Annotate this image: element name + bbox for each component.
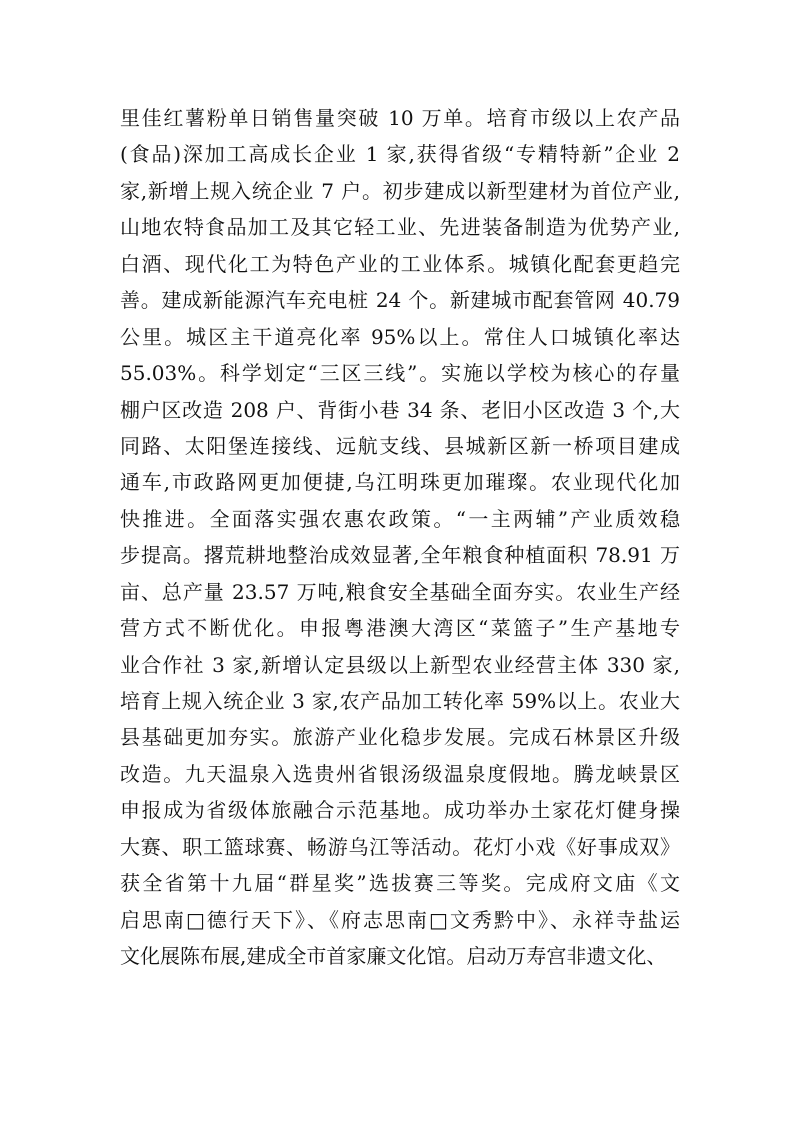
text-line: 大赛、职工篮球赛、畅游乌江等活动。花灯小戏《好事成双》 [120,834,680,859]
text-line: 县基础更加夯实。旅游产业化稳步发展。完成石林景区升级 [120,725,680,750]
text-line: 申报成为省级体旅融合示范基地。成功举办土家花灯健身操 [120,798,680,823]
text-line: 善。建成新能源汽车充电桩 24 个。新建城市配套管网 40.79 [120,288,680,313]
text-line: 公里。城区主干道亮化率 95%以上。常住人口城镇化率达 [120,324,680,349]
text-line: 培育上规入统企业 3 家,农产品加工转化率 59%以上。农业大 [120,689,680,713]
text-line: 快推进。全面落实强农惠农政策。“一主两辅”产业质效稳 [120,506,680,531]
text-line: 启思南□德行天下》、《府志思南□文秀黔中》、永祥寺盐运 [120,907,680,932]
text-line: 步提高。撂荒耕地整治成效显著,全年粮食种植面积 78.91 万 [120,543,680,568]
text-line: 棚户区改造 208 户、背街小巷 34 条、老旧小区改造 3 个,大 [120,397,680,422]
text-line: 文化展陈布展,建成全市首家廉文化馆。启动万寿宫非遗文化、 [120,944,667,969]
text-line: 同路、太阳堡连接线、远航支线、县城新区新一桥项目建成 [120,433,680,458]
body-text [120,100,680,975]
text-line: 里佳红薯粉单日销售量突破 10 万单。培育市级以上农产品 [120,106,680,130]
text-line: 营方式不断优化。申报粤港澳大湾区“菜篮子”生产基地专 [120,616,680,641]
text-line: 业合作社 3 家,新增认定县级以上新型农业经营主体 330 家, [120,652,680,677]
text-line: 山地农特食品加工及其它轻工业、先进装备制造为优势产业, [120,215,680,240]
text-line: 白酒、现代化工为特色产业的工业体系。城镇化配套更趋完 [120,251,680,276]
text-line: (食品)深加工高成长企业 1 家,获得省级“专精特新”企业 2 [120,142,680,167]
text-line: 获全省第十九届“群星奖”选拔赛三等奖。完成府文庙《文 [120,871,680,896]
text-line: 家,新增上规入统企业 7 户。初步建成以新型建材为首位产业, [120,178,680,203]
text-line: 改造。九天温泉入选贵州省银汤级温泉度假地。腾龙峡景区 [120,761,680,786]
text-line: 55.03%。科学划定“三区三线”。实施以学校为核心的存量 [120,361,680,386]
text-line: 通车,市政路网更加便捷,乌江明珠更加璀璨。农业现代化加 [120,470,680,495]
text-line: 亩、总产量 23.57 万吨,粮食安全基础全面夯实。农业生产经 [120,579,680,604]
